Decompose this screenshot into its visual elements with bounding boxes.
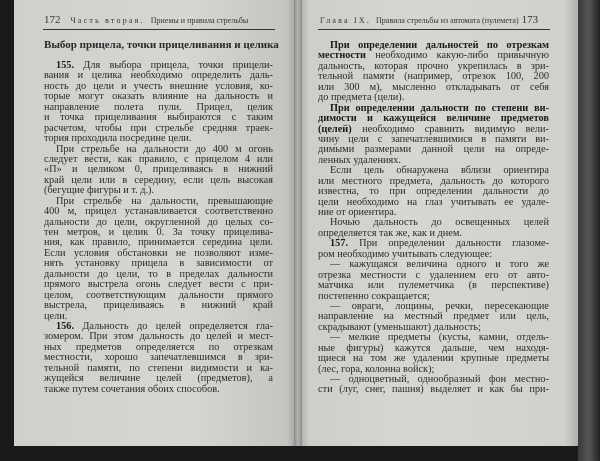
text-line [44,385,273,395]
line-text: ленных удалениях. [318,154,401,166]
line-text: цели необходимо на глаз учитывать ее удале- [318,196,549,208]
line-text: тен метров, и целик 0. За точку прицелива- [44,227,273,238]
line-text: и точка прицеливания выбираются с таким [44,112,273,124]
line-text: (бегущие фигуры и т. д.). [44,185,155,197]
line-text: ром необходимо учитывать следующее: [318,248,493,260]
line-text: — одноцветный, однообразный фон местно- [330,374,549,385]
line-text: 400 м, прицел устанавливается соответственно [44,206,273,218]
line-text: край цели или в середину, если цель высокая [44,174,273,186]
line-text: ность до цели и учесть внешние условия, ко- [44,80,273,92]
line-text: Ночью дальность до освещенных целей [330,217,549,229]
line-text: щиеся на том же удалении крупные предметы [318,353,549,365]
line-text: скрадывают (уменьшают) дальность; [318,321,481,333]
line-text: ных предметов определяется по отрезкам [44,341,273,353]
running-head-title: Приемы и правила стрельбы [150,16,249,25]
running-head-title: Правила стрельбы из автомата (пулемета) [376,16,519,25]
line-text: торые могут оказать влияние на дальность и [44,91,273,103]
line-text: тельной памяти, по степени видимости и ка- [44,362,273,374]
line-text: ные фигуры) кажутся дальше, чем находя- [318,342,549,354]
line-text: целом, соответствующим дальности прямого [44,289,273,301]
line-text: также путем сочетания обоих способов. [44,383,220,395]
line-text: направление на местный предмет или цель, [318,311,549,323]
line-text: вания и целика необходимо определить даль- [44,70,273,82]
line-text: дальности до цели, округленной до целых со- [44,216,273,228]
line-text: прямого выстрела огонь следует вести с при- [44,279,273,291]
line-text: необходимо сравнить видимую вели- [351,123,549,135]
line-text: ние от ориентира. [318,207,397,218]
line-text: или местного предмета, дальность до которого [318,175,549,187]
line-text: отрезка местности с удалением его от авто- [318,269,549,281]
line-text: дальность, которая прочно укрепилась в зри- [318,60,549,72]
line-text: Дальность до целей определяется гла- [74,320,273,332]
left-running-head [44,14,248,26]
line-text: до предмета (цели). [318,92,405,104]
line-text: При определении дальности глазоме- [348,238,549,250]
line-text: матчика или пулеметчика (в перспективе) [318,280,549,292]
line-text: направление полета пули. Прицел, целик [44,101,273,113]
line-text: или 300 м), мысленно откладывать от себя [318,81,549,93]
line-text: Для выбора прицела, точки прицели- [74,60,273,71]
bold-text: 157. [330,238,349,250]
line-text: При стрельбе на дальности, превышающие [56,195,273,207]
line-text: Если цель обнаружена вблизи ориентира [330,165,549,177]
line-text: При стрельбе на дальности до 400 м огонь [56,143,273,155]
line-text: зомером. При этом дальность до целей и мест- [44,331,273,343]
line-text: ния, как правило, принимается середина цели. [44,237,273,249]
right-running-head [320,14,538,26]
bold-text: (целей) [318,123,352,135]
line-text: дальности до цели, то в пределах дальности [44,268,273,280]
line-text: Если условия обстановки не позволяют изме- [44,247,273,259]
line-text: — овраги, лощины, речки, пересекающие [330,300,549,312]
book-gutter [294,0,302,446]
section-heading: Выбор прицела, точки прицеливания и целика [44,39,279,51]
right-page-text [318,41,549,396]
line-text: «П» и целиком 0, прицеливаясь в нижний [44,164,273,176]
line-text: жущейся величине целей (предметов), а [44,373,273,385]
line-text: димыми размерами данной цели на опреде- [318,144,549,156]
page-number: 172 [44,14,61,26]
line-text: определяется так же, как и днем. [318,227,462,239]
bold-text: При определении дальностей по отрезкам [330,40,549,51]
line-text: выстрела, прицеливаясь в нижний край [44,300,273,312]
book-edge [578,0,600,461]
running-head-part: Глава IX. [320,16,372,25]
bold-text: 155. [56,60,75,71]
line-text: тельной памяти (например, отрезок 100, 200 [318,71,549,83]
line-text: чину цели с запечатлевшимися в памяти ви- [318,133,549,145]
line-text: местности, хорошо запечатлевшимся в зри- [44,352,273,364]
line-text: следует вести, как правило, с прицелом 4 или [44,153,273,165]
bold-text: При определении дальности по степени ви- [330,102,549,114]
line-text: (лес, гора, колонна войск); [318,363,435,375]
line-text: тория проходила посредине цели. [44,133,192,145]
line-text: известна, то при определении дальности до [318,186,549,198]
line-text: постепенно сокращается; [318,290,430,302]
bold-text: димости и кажущейся величине предметов [318,113,549,125]
text-line [318,385,549,395]
left-page-text [44,61,273,395]
bold-text: местности [318,50,366,62]
header-rule [43,29,275,30]
header-rule [318,29,550,30]
bold-text: 156. [56,320,75,332]
running-head-part: Часть вторая. [70,16,145,25]
line-text: расчетом, чтобы при стрельбе средняя траек- [44,122,273,134]
line-text: цели. [44,310,68,322]
page-number: 173 [521,14,539,26]
line-text: необходимо какую-либо привычную [365,50,549,62]
text-line [44,301,273,311]
line-text: нять установку прицела в зависимости от [44,258,273,270]
line-text: — кажущаяся величина одного и того же [330,259,549,271]
line-text: — мелкие предметы (кусты, камни, отдель- [330,332,549,344]
line-text: сти (луг, снег, пашня) выделяет и как бы при- [318,384,549,396]
